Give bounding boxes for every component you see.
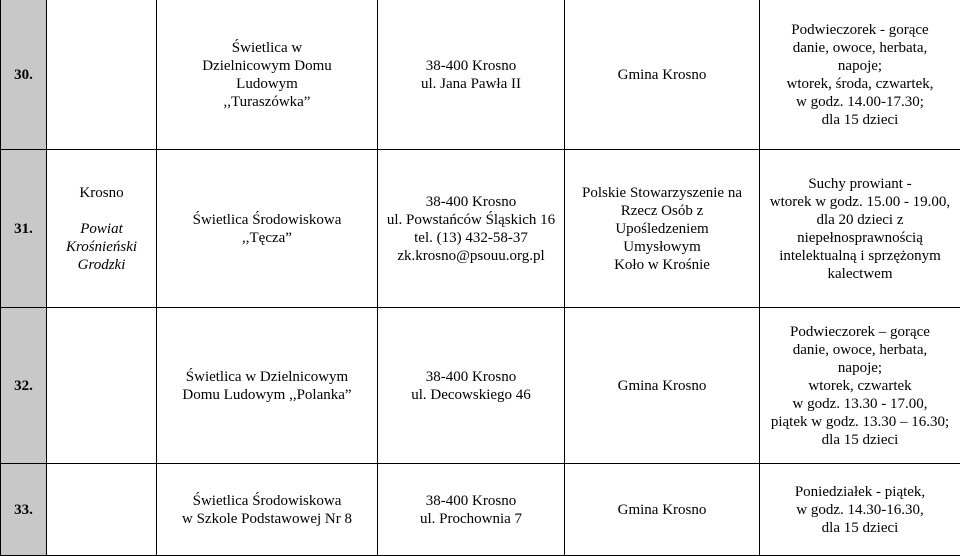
row-number: 30. (1, 0, 47, 150)
district-name: Krosno (51, 184, 152, 202)
address-cell: 38-400 Krosno ul. Powstańców Śląskich 16 tel. (13) 432-58-37 zk.krosno@psouu.org.pl (378, 150, 565, 308)
row-number: 33. (1, 464, 47, 556)
operator-cell: Gmina Krosno (565, 0, 760, 150)
row-number: 31. (1, 150, 47, 308)
facility-name: Świetlica Środowiskowa ,,Tęcza” (157, 150, 378, 308)
facility-name: Świetlica Środowiskowa w Szkole Podstawowej Nr 8 (157, 464, 378, 556)
address-cell: 38-400 Krosno ul. Decowskiego 46 (378, 308, 565, 464)
facility-name: Świetlica w Dzielnicowym Domu Ludowym ,,Turaszówka” (157, 0, 378, 150)
facility-name: Świetlica w Dzielnicowym Domu Ludowym ,,Polanka” (157, 308, 378, 464)
address-cell: 38-400 Krosno ul. Prochownia 7 (378, 464, 565, 556)
district-subtitle: Powiat Krośnieński Grodzki (51, 220, 152, 274)
table-row (1, 464, 960, 556)
operator-cell: Polskie Stowarzyszenie na Rzecz Osób z Upośledzeniem Umysłowym Koło w Krośnie (565, 150, 760, 308)
district-cell (47, 150, 157, 308)
district-cell (47, 308, 157, 464)
operator-cell: Gmina Krosno (565, 308, 760, 464)
offer-cell: Poniedziałek - piątek, w godz. 14.30-16.30, dla 15 dzieci (760, 464, 960, 556)
table-row (1, 0, 960, 150)
district-cell (47, 464, 157, 556)
offer-cell: Suchy prowiant - wtorek w godz. 15.00 - 19.00, dla 20 dzieci z niepełnosprawnością intelektualną i sprzężonym kalectwem (760, 150, 960, 308)
address-cell: 38-400 Krosno ul. Jana Pawła II (378, 0, 565, 150)
table-row (1, 308, 960, 464)
district-cell (47, 0, 157, 150)
operator-cell: Gmina Krosno (565, 464, 760, 556)
offer-cell: Podwieczorek – gorące danie, owoce, herbata, napoje; wtorek, czwartek w godz. 13.30 - 17.00, piątek w godz. 13.30 – 16.30; dla 15 dzieci (760, 308, 960, 464)
table-row (1, 150, 960, 308)
offer-cell: Podwieczorek - gorące danie, owoce, herbata, napoje; wtorek, środa, czwartek, w godz. 14.00-17.30; dla 15 dzieci (760, 0, 960, 150)
row-number: 32. (1, 308, 47, 464)
